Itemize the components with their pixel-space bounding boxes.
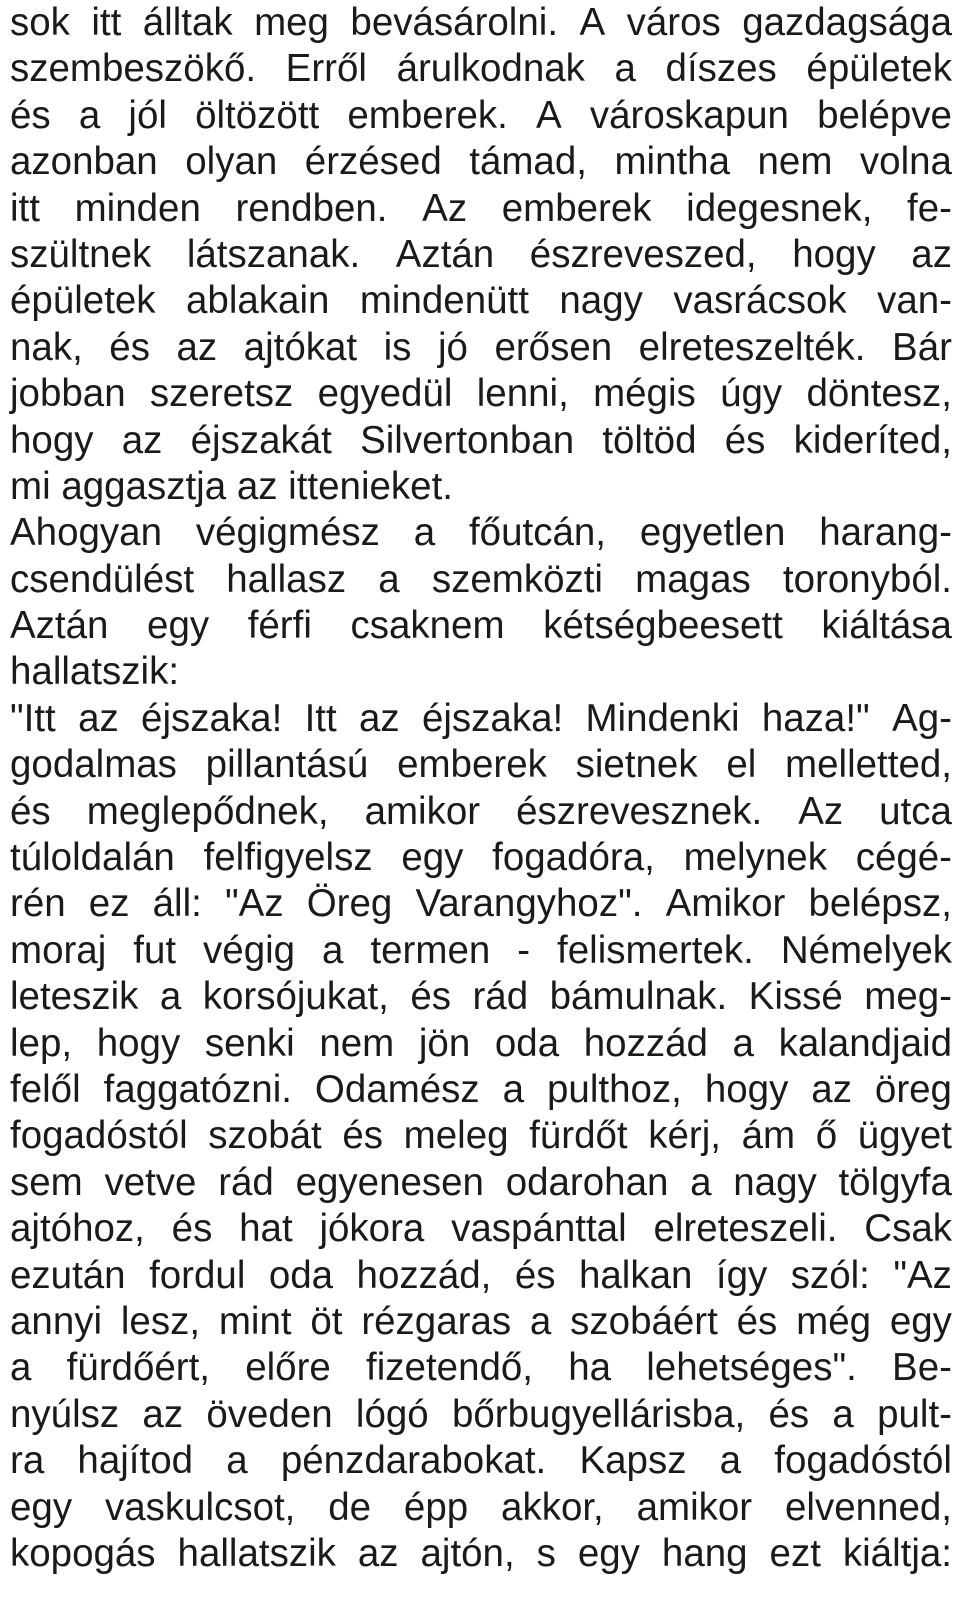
word: Amikor	[665, 882, 786, 926]
word: a	[529, 1299, 552, 1343]
word: öveden	[206, 1392, 333, 1436]
word: godalmas	[10, 743, 177, 787]
word: moraj	[10, 928, 107, 972]
text-line	[10, 928, 952, 974]
word: bevásárolni.	[350, 1, 559, 44]
word: és	[109, 325, 150, 369]
word: nagy	[733, 1160, 817, 1204]
text-line	[10, 742, 952, 788]
word: a	[78, 93, 101, 137]
word: Be-	[892, 1346, 952, 1390]
word: idegesnek,	[686, 186, 873, 230]
word: egyedül	[317, 372, 453, 416]
word: egy	[401, 836, 464, 880]
word: a	[832, 1392, 854, 1436]
word: rád	[472, 975, 529, 1019]
word: épületek	[806, 47, 952, 91]
text-line	[10, 1392, 952, 1438]
word: és	[768, 1392, 810, 1436]
word: oda	[268, 1253, 334, 1297]
word: Az	[422, 186, 468, 230]
word: végigmész	[195, 511, 380, 555]
word: fürdőt	[529, 1114, 628, 1158]
word: termen	[370, 928, 491, 972]
word: Itt	[304, 696, 337, 740]
word: kopogás	[10, 1531, 156, 1575]
word: mégis	[593, 372, 696, 416]
word: hang	[661, 1531, 748, 1575]
text-line	[10, 789, 952, 835]
word: a	[732, 1021, 754, 1065]
word: felfigyelsz	[203, 836, 373, 880]
text-line	[10, 186, 952, 232]
word: a	[159, 975, 182, 1019]
word: jön	[418, 1021, 471, 1065]
word: bámulnak.	[549, 975, 728, 1019]
word: támad,	[469, 140, 587, 184]
word: előre	[245, 1346, 331, 1390]
word: a	[614, 47, 636, 91]
word: cégé-	[855, 836, 952, 880]
word: nem	[319, 1021, 395, 1065]
word: vasrácsok	[673, 279, 847, 323]
word: halkan	[578, 1253, 693, 1297]
word: emberek	[397, 743, 547, 787]
word: lehetséges".	[646, 1346, 857, 1390]
word: rád	[218, 1160, 274, 1204]
word: pillantású	[205, 743, 369, 787]
word: az	[78, 696, 119, 740]
word: A	[536, 93, 562, 137]
text-line	[10, 1067, 952, 1113]
word: töltöd	[602, 418, 697, 462]
word: Aztán	[10, 604, 109, 648]
word: meleg	[403, 1114, 509, 1158]
text-line	[10, 1438, 952, 1484]
word: szobát	[208, 1114, 322, 1158]
word: Varangyhoz".	[415, 882, 643, 926]
word: észreveszed,	[529, 232, 757, 276]
word: Öreg	[306, 882, 393, 926]
word: lógó	[355, 1392, 429, 1436]
word: és	[171, 1207, 213, 1251]
word: mint	[218, 1299, 292, 1343]
word: fordul	[149, 1253, 246, 1297]
word: ez	[88, 882, 130, 926]
word: árulkodnak	[396, 47, 585, 91]
word: vetve	[104, 1160, 197, 1204]
text-line	[10, 1253, 952, 1299]
word: pénzdarabokat.	[280, 1439, 547, 1483]
word: olyan	[185, 140, 278, 184]
word: Kissé	[748, 975, 843, 1019]
word: éjszaka!	[141, 696, 283, 740]
word: elreteszeli.	[653, 1207, 838, 1251]
word: ra	[10, 1439, 45, 1483]
word: van-	[877, 279, 952, 323]
document-page	[10, 0, 952, 1577]
word: akkor,	[501, 1485, 604, 1529]
word: magas	[635, 557, 751, 601]
text-line	[10, 46, 952, 92]
word: haza!"	[761, 696, 870, 740]
word: főutcán,	[468, 511, 606, 555]
text-line	[10, 139, 952, 185]
word: kétségbeesett	[543, 604, 783, 648]
word: is	[383, 325, 412, 369]
text-line	[10, 1160, 952, 1206]
word: ha	[568, 1346, 612, 1390]
text-line	[10, 371, 952, 417]
word: öreg	[874, 1067, 952, 1111]
word: sok	[10, 1, 70, 44]
word: ajtóhoz,	[10, 1207, 145, 1251]
text-line	[10, 603, 952, 649]
text-line	[10, 557, 952, 603]
text-line	[10, 696, 952, 742]
word: faggatózni.	[103, 1067, 292, 1111]
word: ajtón,	[420, 1531, 515, 1575]
word: jókora	[319, 1207, 425, 1251]
word: Mindenki	[585, 696, 740, 740]
text-line	[10, 418, 952, 464]
text-line	[10, 1299, 952, 1345]
word: érzésed	[304, 140, 442, 184]
word: bőrbugyellárisba,	[451, 1392, 746, 1436]
word: minden	[74, 186, 201, 230]
word: ezt	[769, 1531, 821, 1575]
word: a	[10, 1346, 32, 1390]
text-line	[10, 510, 952, 556]
text-line	[10, 1345, 952, 1391]
word: szembeszökő.	[10, 47, 257, 91]
word: Csak	[864, 1207, 952, 1251]
word: hogy	[96, 1021, 181, 1065]
word: a	[690, 1160, 712, 1204]
word: fogadóra,	[492, 836, 655, 880]
word: a	[378, 557, 400, 601]
word: itt	[10, 186, 40, 230]
word: szültnek	[10, 232, 152, 276]
word: nagy	[559, 279, 643, 323]
word: és	[10, 93, 51, 137]
word: és	[342, 1114, 384, 1158]
word: amikor	[364, 789, 481, 833]
word: és	[724, 418, 766, 462]
word: ezután	[10, 1253, 126, 1297]
word: belépve	[817, 93, 952, 137]
word: nyúlsz	[10, 1392, 120, 1436]
word: felől	[10, 1067, 81, 1111]
word: az	[811, 1067, 852, 1111]
word: hallasz	[226, 557, 347, 601]
word: döntesz,	[806, 372, 952, 416]
word: meg-	[864, 975, 952, 1019]
word: "Itt	[10, 696, 56, 740]
word: egyenesen	[295, 1160, 484, 1204]
word: nak,	[10, 325, 83, 369]
word: meglepődnek,	[86, 789, 329, 833]
word: és	[514, 1253, 556, 1297]
word: lesz,	[120, 1299, 201, 1343]
word: az	[358, 696, 400, 740]
word: látszanak.	[186, 232, 361, 276]
word: a	[226, 1439, 248, 1483]
word: hajítod	[77, 1439, 194, 1483]
word: hozzád	[583, 1021, 708, 1065]
word: harang-	[819, 511, 952, 555]
word: kalandjaid	[778, 1021, 952, 1065]
word: éjszakát	[190, 418, 332, 462]
word: az	[357, 1531, 399, 1575]
word: épp	[403, 1485, 469, 1529]
text-line	[10, 93, 952, 139]
word: Az	[798, 789, 844, 833]
word: ő	[815, 1114, 838, 1158]
word: kiáltja:	[842, 1531, 952, 1575]
word: városkapun	[589, 93, 789, 137]
word: Ahogyan	[10, 511, 162, 555]
word: gazdagsága	[742, 1, 952, 44]
word: szemközti	[431, 557, 603, 601]
word: túloldalán	[10, 836, 175, 880]
word: egy	[577, 1531, 640, 1575]
word: fe-	[907, 186, 952, 230]
word: fogadóstól	[10, 1114, 188, 1158]
word: kideríted,	[793, 418, 952, 462]
word: erősen	[494, 325, 613, 369]
word: pulthoz,	[547, 1067, 682, 1111]
word: végig	[203, 928, 296, 972]
word: még	[796, 1299, 872, 1343]
word: és	[410, 975, 452, 1019]
word: -	[517, 928, 531, 972]
word: hogy	[792, 232, 876, 276]
text-line: hallatszik:	[10, 650, 180, 694]
word: épületek	[10, 279, 156, 323]
word: ablakain	[186, 279, 330, 323]
word: melynek	[683, 836, 827, 880]
word: az	[121, 418, 163, 462]
word: Silvertonban	[360, 418, 575, 462]
word: a	[719, 1439, 742, 1483]
word: szeretsz	[149, 372, 294, 416]
word: lenni,	[476, 372, 569, 416]
text-line	[10, 881, 952, 927]
word: egy	[889, 1299, 952, 1343]
word: hallatszik	[177, 1531, 336, 1575]
word: mindenütt	[359, 279, 529, 323]
word: Bár	[892, 325, 952, 369]
text-line	[10, 1113, 952, 1159]
word: korsójukat,	[202, 975, 389, 1019]
word: oda	[494, 1021, 560, 1065]
word: Erről	[285, 47, 367, 91]
word: Némelyek	[780, 928, 952, 972]
word: éjszaka!	[421, 696, 564, 740]
word: ügyet	[857, 1114, 952, 1158]
word: el	[726, 743, 757, 787]
text-line	[10, 325, 952, 371]
word: fut	[133, 928, 177, 972]
text-line	[10, 232, 952, 278]
word: hogy	[10, 418, 94, 462]
word: volna	[859, 140, 952, 184]
word: sem	[10, 1160, 83, 1204]
word: öt	[310, 1299, 343, 1343]
word: senki	[204, 1021, 295, 1065]
word: jó	[437, 325, 468, 369]
word: fogadóstól	[774, 1439, 952, 1483]
word: áll:	[152, 882, 202, 926]
word: hat	[239, 1207, 293, 1251]
word: amikor	[636, 1485, 753, 1529]
text-line	[10, 1021, 952, 1067]
word: odarohan	[505, 1160, 669, 1204]
word: sietnek	[575, 743, 698, 787]
word: az	[142, 1392, 184, 1436]
word: álltak	[142, 1, 233, 44]
text-line	[10, 1485, 952, 1531]
word: csendülést	[10, 557, 195, 601]
word: rén	[10, 882, 66, 926]
word: rendben.	[235, 186, 388, 230]
word: a	[413, 511, 436, 555]
word: város	[626, 1, 721, 44]
text-line	[10, 0, 952, 46]
word: hozzád,	[356, 1253, 492, 1297]
word: nem	[757, 140, 833, 184]
word: felismertek.	[557, 928, 754, 972]
word: Odamész	[314, 1067, 480, 1111]
word: Kapsz	[579, 1439, 687, 1483]
word: jól	[128, 93, 167, 137]
word: de	[328, 1485, 372, 1529]
text-line	[10, 974, 952, 1020]
word: így	[715, 1253, 768, 1297]
word: észrevesznek.	[516, 789, 763, 833]
word: melletted,	[785, 743, 952, 787]
word: toronyból.	[782, 557, 952, 601]
word: csaknem	[350, 604, 505, 648]
word: itt	[91, 1, 122, 44]
word: ajtókat	[243, 325, 358, 369]
word: vaskulcsot,	[104, 1485, 296, 1529]
word: A	[579, 1, 606, 44]
word: pult-	[877, 1392, 952, 1436]
word: szól:	[790, 1253, 870, 1297]
word: ám	[741, 1114, 796, 1158]
word: díszes	[665, 47, 777, 91]
word: mintha	[614, 140, 731, 184]
word: kiáltása	[821, 604, 952, 648]
word: fizetendő,	[366, 1346, 533, 1390]
word: fürdőért,	[66, 1346, 211, 1390]
word: hogy	[704, 1067, 789, 1111]
word: belépsz,	[808, 882, 952, 926]
word: és	[736, 1299, 778, 1343]
word: vaspánttal	[451, 1207, 627, 1251]
word: szobáért	[570, 1299, 718, 1343]
word: férfi	[247, 604, 312, 648]
word: úgy	[720, 372, 783, 416]
word: a	[322, 928, 344, 972]
text-line	[10, 1206, 952, 1252]
word: emberek.	[347, 93, 508, 137]
word: annyi	[10, 1299, 103, 1343]
text-line: mi aggasztja az ittenieket.	[10, 464, 453, 508]
word: meg	[254, 1, 329, 44]
word: egy	[10, 1485, 73, 1529]
word: öltözött	[195, 93, 320, 137]
word: az	[911, 232, 952, 276]
word: az	[176, 325, 218, 369]
word: elvenned,	[785, 1485, 952, 1529]
text-line	[10, 278, 952, 324]
word: azonban	[10, 140, 158, 184]
word: elreteszelték.	[638, 325, 866, 369]
word: utca	[879, 789, 952, 833]
word: Aztán	[395, 232, 495, 276]
word: leteszik	[10, 975, 139, 1019]
word: rézgaras	[361, 1299, 512, 1343]
word: s	[536, 1531, 556, 1575]
word: lep,	[10, 1021, 73, 1065]
word: "Az	[224, 882, 284, 926]
word: és	[10, 789, 51, 833]
word: tölgyfa	[838, 1160, 952, 1204]
word: a	[502, 1067, 525, 1111]
word: kérj,	[648, 1114, 721, 1158]
word: Ag-	[892, 696, 952, 740]
word: egyetlen	[639, 511, 786, 555]
text-line	[10, 1531, 952, 1577]
word: jobban	[10, 372, 126, 416]
text-line	[10, 835, 952, 881]
word: "Az	[893, 1253, 952, 1297]
word: emberek	[501, 186, 652, 230]
word: egy	[147, 604, 210, 648]
